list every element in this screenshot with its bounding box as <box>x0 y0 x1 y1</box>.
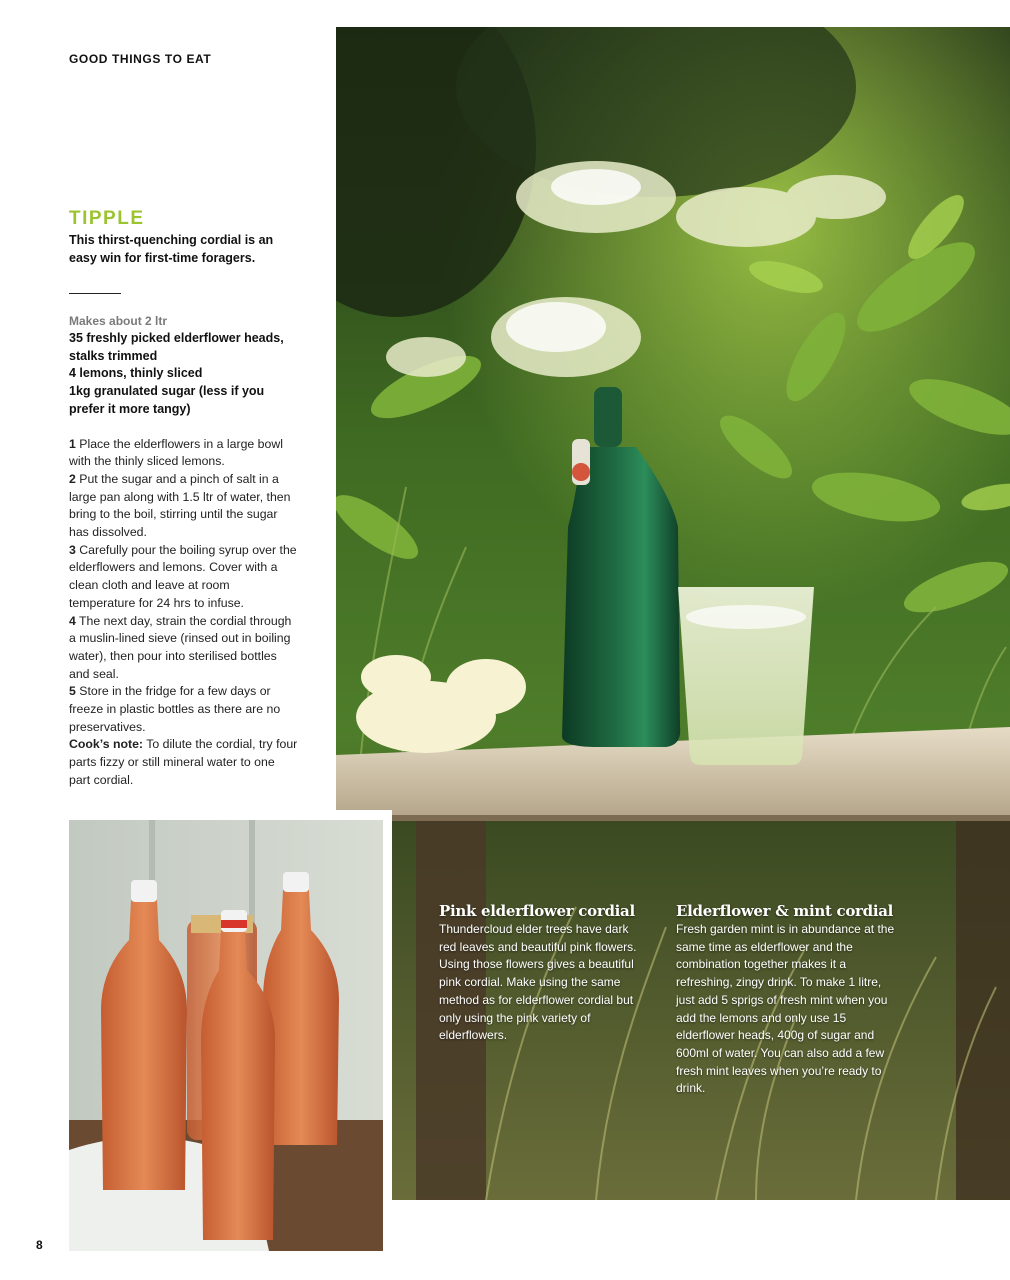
ingredient-item: 35 freshly picked elderflower heads, stalks trimmed <box>69 331 284 363</box>
caption-pink-elderflower-cordial <box>439 903 639 1045</box>
method-step <box>69 471 299 542</box>
step-text: Store in the fridge for a few days or freeze in plastic bottles as there are no preservatives. <box>69 684 281 734</box>
pink-cordial-bottles-photo <box>69 820 383 1251</box>
caption-body: Thundercloud elder trees have dark red leaves and beautiful pink flowers. Using those flowers gives a beautiful pink cordial. Make using the same method as for elderflower cordial but only using the pink variety of elderflowers. <box>439 922 637 1043</box>
pink-cordial-bottles-illustration <box>69 820 383 1251</box>
recipe-title: TIPPLE <box>69 208 145 229</box>
recipe-standfirst: This thirst-quenching cordial is an easy win for first-time foragers. <box>69 233 274 265</box>
method-step <box>69 613 299 684</box>
method-step <box>69 436 299 471</box>
ingredient-item: 1kg granulated sugar (less if you prefer it more tangy) <box>69 384 265 416</box>
main-photo-elderflower-cordial <box>336 27 1010 1200</box>
section-label: GOOD THINGS TO EAT <box>69 52 212 66</box>
recipe-column <box>69 208 299 790</box>
step-number: 4 <box>69 613 76 628</box>
cooks-note-text: To dilute the cordial, try four parts fizzy or still mineral water to one part cordial. <box>69 737 298 787</box>
step-text: The next day, strain the cordial through a muslin-lined sieve (rinsed out in boiling water), then pour into sterilised bottles and seal. <box>69 613 292 681</box>
method-step <box>69 683 299 736</box>
step-number: 1 <box>69 436 76 451</box>
step-text: Place the elderflowers in a large bowl with the thinly sliced lemons. <box>69 436 283 469</box>
caption-title: Elderflower & mint cordial <box>676 902 894 920</box>
cooks-note-label: Cook’s note: <box>69 737 144 752</box>
divider-rule <box>69 293 121 294</box>
ingredient-list <box>69 330 299 419</box>
caption-elderflower-mint-cordial <box>676 903 902 1098</box>
step-number: 2 <box>69 471 76 486</box>
caption-body: Fresh garden mint is in abundance at the same time as elderflower and the combination together makes it a refreshing, zingy drink. To make 1 litre, just add 5 sprigs of fresh mint when you add the lemons and only use 15 elderflower heads, 400g of sugar and 600ml of water. You can also add a few fresh mint leaves when you’re ready to drink. <box>676 922 895 1096</box>
method-step <box>69 542 299 613</box>
step-number: 5 <box>69 684 76 699</box>
ingredient-item: 4 lemons, thinly sliced <box>69 366 203 381</box>
method-steps <box>69 436 299 790</box>
page-number: 8 <box>36 1238 43 1252</box>
step-text: Carefully pour the boiling syrup over the elderflowers and lemons. Cover with a clean cloth and leave at room temperature for 24 hrs to infuse. <box>69 542 297 610</box>
caption-title: Pink elderflower cordial <box>439 902 635 920</box>
cooks-note <box>69 736 299 789</box>
step-number: 3 <box>69 542 76 557</box>
garden-scene-illustration <box>336 27 1010 1200</box>
recipe-yield: Makes about 2 ltr <box>69 314 168 328</box>
step-text: Put the sugar and a pinch of salt in a large pan along with 1.5 ltr of water, then bring to the boil, stirring until the sugar has dissolved. <box>69 471 291 540</box>
